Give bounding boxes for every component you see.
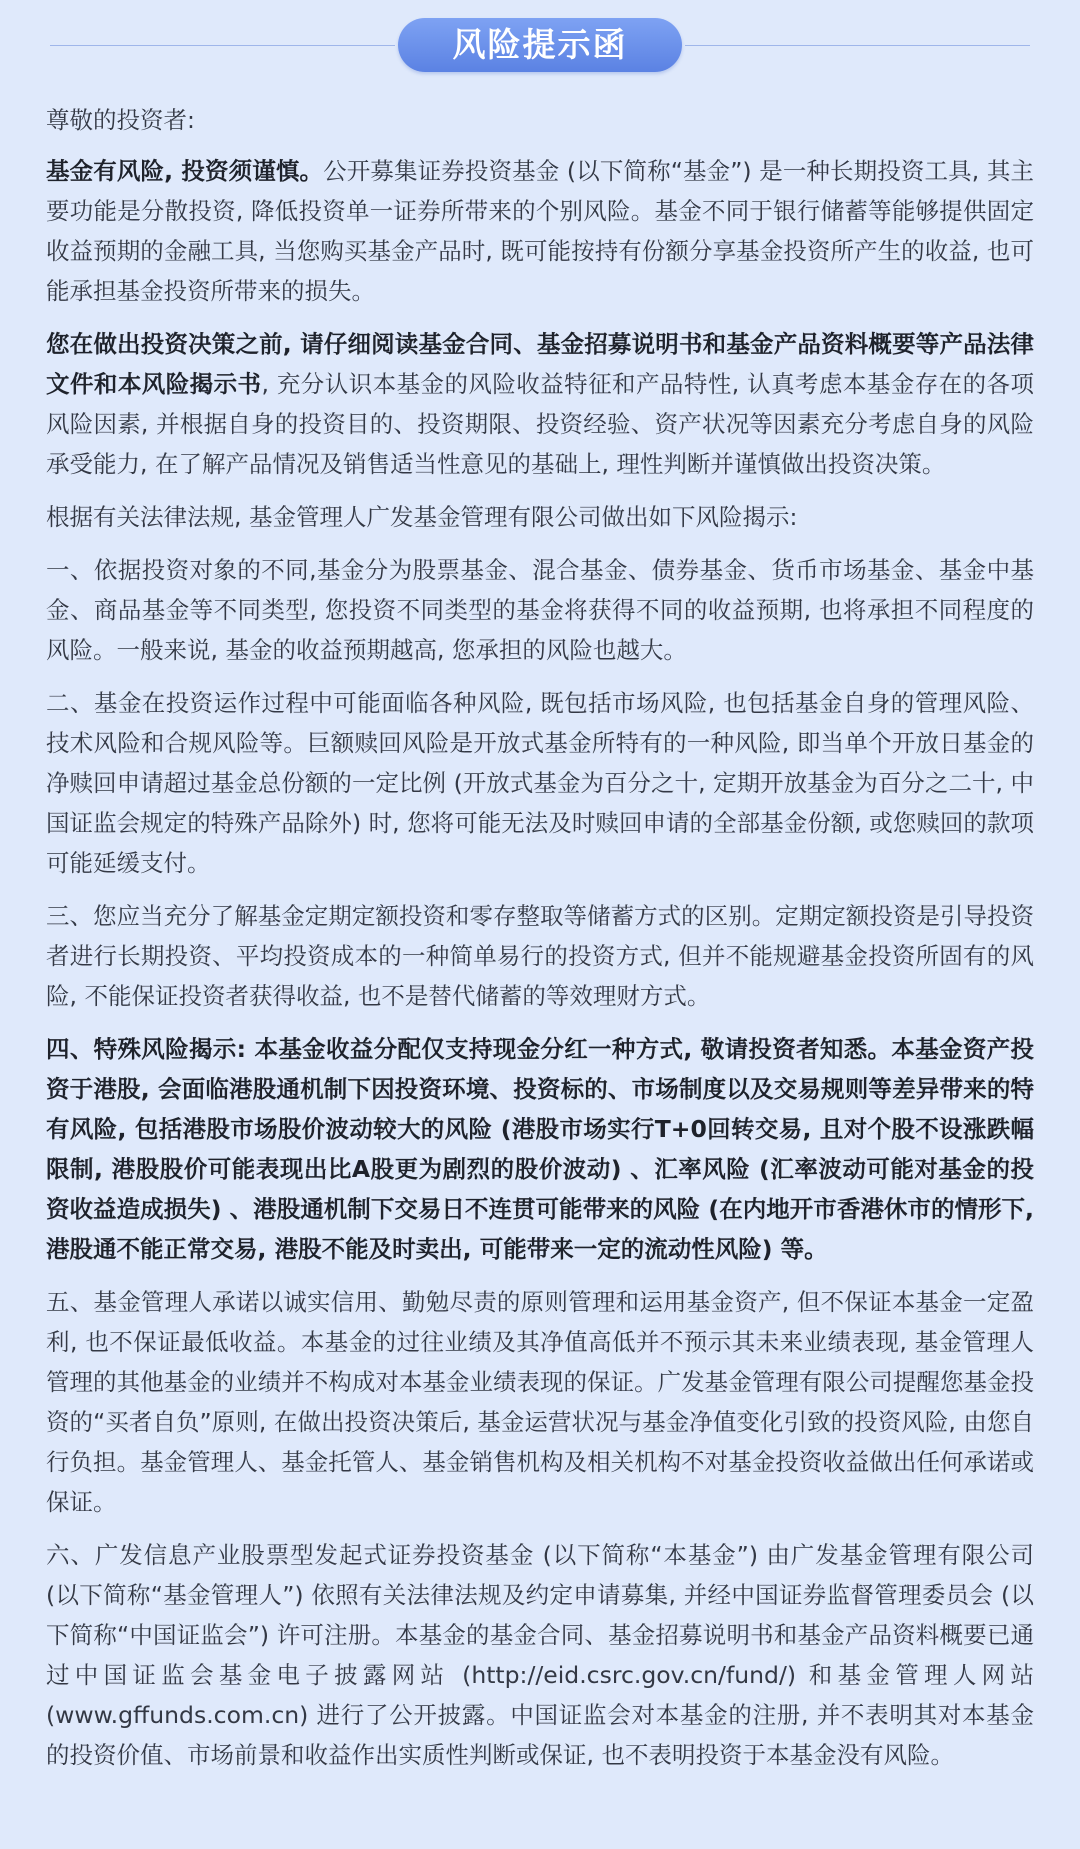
- risk-item-4-special: [46, 1029, 1034, 1269]
- risk-item-4-text: 四、特殊风险揭示: 本基金收益分配仅支持现金分红一种方式, 敬请投资者知悉。本基金资产投资于港股, 会面临港股通机制下因投资环境、投资标的、市场制度以及交易规则等差异带来的特有风险, 包括港股市场股价波动较大的风险 (港股市场实行T+0回转交易, 且对个股不设涨跌幅限制, 港股股价可能表现出比A股更为剧烈的股价波动) 、汇率风险 (汇率波动可能对基金的投资收益造成损失) 、港股通机制下交易日不连贯可能带来的风险 (在内地开市香港休市的情形下, 港股通不能正常交易, 港股不能及时卖出, 可能带来一定的流动性风险) 等。: [46, 1035, 1034, 1263]
- paragraph-read-documents: [46, 324, 1034, 484]
- header: [0, 0, 1080, 95]
- risk-item-2: 二、基金在投资运作过程中可能面临各种风险, 既包括市场风险, 也包括基金自身的管理风险、技术风险和合规风险等。巨额赎回风险是开放式基金所特有的一种风险, 即当单个开放日基金的净赎回申请超过基金总份额的一定比例 (开放式基金为百分之十, 定期开放基金为百分之二十, 中国证监会规定的特殊产品除外) 时, 您将可能无法及时赎回申请的全部基金份额, 或您赎回的款项可能延缓支付。: [46, 689, 1034, 877]
- paragraph-read-documents-emphasis: 您在做出投资决策之前, 请仔细阅读基金合同、基金招募说明书和基金产品资料概要等产品法律文件和本风险揭示书: [46, 330, 1034, 398]
- risk-item-5: 五、基金管理人承诺以诚实信用、勤勉尽责的原则管理和运用基金资产, 但不保证本基金一定盈利, 也不保证最低收益。本基金的过往业绩及其净值高低并不预示其未来业绩表现, 基金管理人管理的其他基金的业绩并不构成对本基金业绩表现的保证。广发基金管理有限公司提醒您基金投资的“买者自负”原则, 在做出投资决策后, 基金运营状况与基金净值变化引致的投资风险, 由您自行负担。基金管理人、基金托管人、基金销售机构及相关机构不对基金投资收益做出任何承诺或保证。: [46, 1288, 1034, 1516]
- risk-item-1: 一、依据投资对象的不同,基金分为股票基金、混合基金、债券基金、货币市场基金、基金中基金、商品基金等不同类型, 您投资不同类型的基金将获得不同的收益预期, 也将承担不同程度的风险。一般来说, 基金的收益预期越高, 您承担的风险也越大。: [46, 556, 1034, 664]
- paragraph-fund-risk-text: 公开募集证券投资基金 (以下简称“基金”) 是一种长期投资工具, 其主要功能是分散投资, 降低投资单一证券所带来的个别风险。基金不同于银行储蓄等能够提供固定收益预期的金融工具, 当您购买基金产品时, 既可能按持有份额分享基金投资所产生的收益, 也可能承担基金投资所带来的损失。: [46, 157, 1034, 305]
- title-divider-left: [50, 45, 395, 46]
- page-title: 风险提示函: [398, 18, 682, 72]
- greeting: 尊敬的投资者:: [46, 106, 195, 134]
- risk-notice-body: [46, 100, 1034, 1788]
- risk-item-6: 六、广发信息产业股票型发起式证券投资基金 (以下简称“本基金”) 由广发基金管理有限公司 (以下简称“基金管理人”) 依照有关法律法规及约定申请募集, 并经中国证券监督管理委员会 (以下简称“中国证监会”) 许可注册。本基金的基金合同、基金招募说明书和基金产品资料概要已通过中国证监会基金电子披露网站 (http://eid.csrc.gov.cn/fund/) 和基金管理人网站 (www.gffunds.com.cn) 进行了公开披露。中国证监会对本基金的注册, 并不表明其对本基金的投资价值、市场前景和收益作出实质性判断或保证, 也不表明投资于本基金没有风险。: [46, 1541, 1034, 1769]
- risk-item-3: 三、您应当充分了解基金定期定额投资和零存整取等储蓄方式的区别。定期定额投资是引导投资者进行长期投资、平均投资成本的一种简单易行的投资方式, 但并不能规避基金投资所固有的风险, 不能保证投资者获得收益, 也不是替代储蓄的等效理财方式。: [46, 902, 1034, 1010]
- paragraph-fund-risk-emphasis: 基金有风险, 投资须谨慎。: [46, 157, 324, 185]
- title-divider-right: [685, 45, 1030, 46]
- paragraph-disclosure-intro: 根据有关法律法规, 基金管理人广发基金管理有限公司做出如下风险揭示:: [46, 503, 798, 531]
- paragraph-read-documents-text: , 充分认识本基金的风险收益特征和产品特性, 认真考虑本基金存在的各项风险因素, 并根据自身的投资目的、投资期限、投资经验、资产状况等因素充分考虑自身的风险承受能力, 在了解产品情况及销售适当性意见的基础上, 理性判断并谨慎做出投资决策。: [46, 370, 1034, 478]
- paragraph-fund-risk: [46, 151, 1034, 311]
